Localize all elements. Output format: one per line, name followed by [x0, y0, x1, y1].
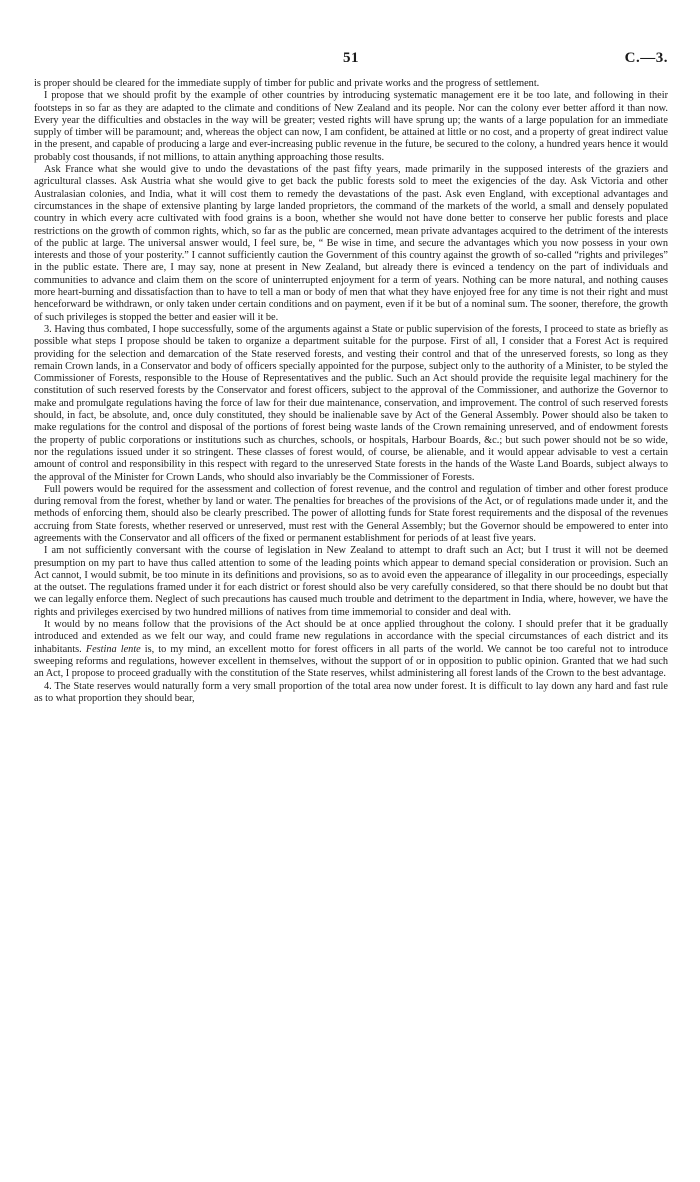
paragraph-ask-france: Ask France what she would give to undo the devastations of the past fifty years, made primarily in the supposed interests of the graziers and agricultural classes. Ask Austria what she would give to get back the public forests sold to meet the exigencies of the day. Ask Victoria and other Australasian colonies, and India, what it will cost them to remedy the devastations of the past. Ask even England, with exceptional advantages and circumstances in the shape of extensive planting by large landed proprietors, the command of the markets of the world, a small and densely populated country in which every acre cultivated with food grains is a boon, whether she would not have done better to conserve her public forests and place restrictions on the growth of common rights, which, so far as the public are concerned, mean private advantages acquired to the detriment of the interests of the public at large. The universal answer would, I feel sure, be, “ Be wise in time, and secure the advantages which you now possess in your own interests and those of your posterity.” I cannot sufficiently caution the Government of this country against the growth of so-called “rights and privileges” in the public estate. There are, I may say, none at present in New Zealand, but already there is evinced a tendency on the part of individuals and communities to advance and claim them on the score of uninterrupted enjoyment for a term of years. Nothing can be more natural, and nothing causes more heart-burning and dissatisfaction than to have to tell a man or body of men that what they have enjoyed free for any time is not their right and must henceforward be withdrawn, or only taken under certain conditions and on payment, even if it be but of a nominal sum. The sooner, therefore, the growth of such privileges is stopped the better and easier will it be.	[34, 164, 668, 323]
latin-phrase: Festina lente	[85, 643, 141, 655]
paragraph-systematic-management: I propose that we should profit by the example of other countries by introducing systematic management ere it be too late, and following in their footsteps in so far as they are adapted to the climate and conditions of New Zealand and its people. Nor can the colony ever better afford it than now. Every year the difficulties and obstacles in the way will be greater; vested rights will have sprung up; the wants of a large population for an immediate supply of timber will be paramount; and, whereas the object can now, I am confident, be attained at little or no cost, and a property of great indirect value in the present, and capable of producing a large and ever-increasing public revenue in the future, be secured to the colony, a hundred years hence it would probably cost thousands, if not millions, to attain anything approaching those results.	[34, 90, 668, 163]
paragraph-festina-lente	[34, 619, 668, 680]
document-reference: C.—3.	[624, 50, 668, 66]
page-number: 51	[343, 50, 359, 66]
paragraph-full-powers: Full powers would be required for the assessment and collection of forest revenue, and the control and regulation of timber and other forest produce during removal from the forest, whether by land or water. The penalties for breaches of the provisions of the Act, or of regulations made under it, and the methods of enforcing them, should also be clearly prescribed. The power of allotting funds for State forest requirements and the disposal of the revenues accruing from State forests, whether reserved or unreserved, must rest with the General Assembly; but the Governor should be empowered to enter into agreements with the Conservator and all officers of the fixed or permanent establishment for periods of at least five years.	[34, 483, 668, 544]
paragraph-section-3: 3. Having thus combated, I hope successfully, some of the arguments against a State or public supervision of the forests, I proceed to state as briefly as possible what steps I propose should be taken to organize a department suitable for the purpose. First of all, I consider that a Forest Act is required providing for the selection and demarcation of the State reserved forests, and vesting their control and that of the unreserved forests, so long as they remain Crown lands, in a Conservator and body of officers specially appointed for the purpose, subject only to the authority of a Minister, to be styled the Commissioner of Forests, responsible to the House of Representatives and the public. Such an Act should provide the requisite legal machinery for the constitution of such reserved forests by the Conservator and forest officers, subject to the approval of the Commissioner, and authorize the Governor to make and promulgate regulations having the force of law for their due maintenance, conservation, and improvement. The control of such reserved forests should, in fact, be absolute, and, once duly constituted, they should be inalienable save by Act of the General Assembly. Power should also be taken to make regulations for the control and disposal of the portions of forest being waste lands of the Crown remaining unreserved, and of endowment forests the property of public corporations or institutions such as churches, schools, or hospitals, Harbour Boards, &c.; but such power should not be so wide, nor the regulations issued under it so stringent. These classes of forest would, of course, be alienable, and it would appear advisable to vest a certain amount of control and responsibility in this respect with regard to the unreserved State forests in the hands of the Waste Land Boards, subject always to the approval of the Minister for Crown Lands, who should also invariably be the Commissioner of Forests.	[34, 323, 668, 483]
paragraph-legislation: I am not sufficiently conversant with the course of legislation in New Zealand to attempt to draft such an Act; but I trust it will not be deemed presumption on my part to have thus called attention to some of the leading points which appear to demand special consideration or provision. Such an Act cannot, I would submit, be too minute in its definitions and provisions, so as to avoid even the appearance of illegality in our proceedings, especially at the outset. The regulations framed under it for each district or forest should also be very carefully considered, so that there should be no doubt but that we can legally enforce them. Neglect of such precautions has caused much trouble and detriment to the department in India, where, however, we have the rights and privileges exercised by two hundred millions of natives from time immemorial to consider and deal with.	[34, 545, 668, 618]
paragraph-text: It would by no means follow that the provisions of the Act should be at once applied throughout the colony. I should prefer that it be gradually introduced and extended as we felt our way, and could frame new regulations in accordance with the special circumstances of each district and its inhabitants.	[34, 619, 668, 655]
paragraph-text: is, to my mind, an excellent motto for forest officers in all parts of the world. We cannot be too careful not to introduce sweeping reforms and regulations, however excellent in themselves, without the support of or in opposition to public opinion. Granted that we had such an Act, I propose to proceed gradually with the constitution of the State reserves, whilst administering all forest lands of the Crown to the best advantage.	[34, 643, 668, 680]
page-header	[34, 50, 668, 70]
paragraph-section-4: 4. The State reserves would naturally form a very small proportion of the total area now under forest. It is difficult to lay down any hard and fast rule as to what proportion they should bear,	[34, 680, 668, 704]
paragraph-continuation: is proper should be cleared for the immediate supply of timber for public and private works and the progress of settlement.	[34, 78, 540, 89]
body-text	[34, 78, 668, 705]
